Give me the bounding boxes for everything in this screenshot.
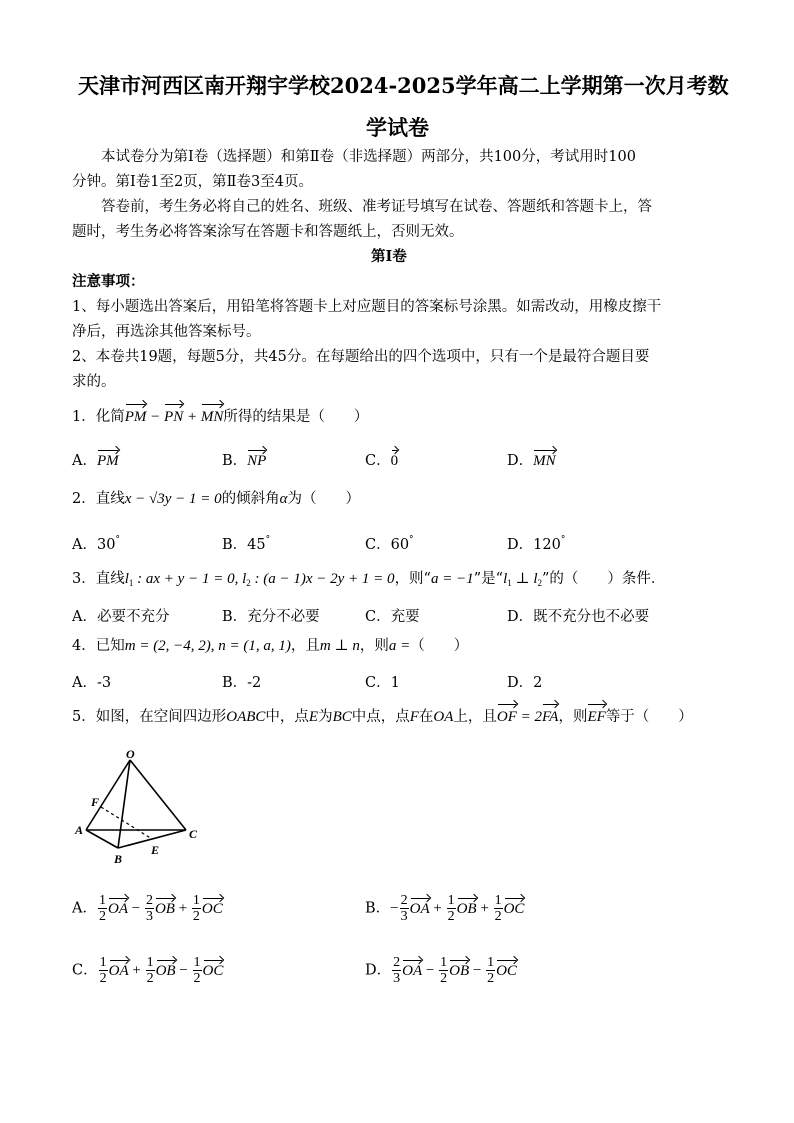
question-4-option-a: A．-3 (72, 675, 112, 691)
label-e: E (151, 843, 160, 857)
question-3-option-d: D．既不充分也不必要 (507, 609, 650, 625)
intro-paragraph-2-line-2: 题时，考生务必将答案涂写在答题卡和答题纸上，否则无效。 (72, 224, 464, 240)
question-5-option-d: D． $\frac{2}{3}$ OA − $\frac{1}{2}$ OB − $\frac{1}{2}$ OC (365, 955, 517, 986)
question-3-option-c: C．充要 (365, 609, 420, 625)
notes-heading: 注意事项： (72, 273, 145, 290)
question-3: 3．直线$l_1$ : ax + y − 1 = 0, $l_2$ : (a − 1)x − 2y + 1 = 0，则“a = −1”是“$l_1$ ⊥ $l_2$”的（ ）条件． (72, 571, 666, 588)
question-2-option-b: B．45° (222, 535, 271, 553)
question-5-option-c: C． $\frac{1}{2}$ OA + $\frac{1}{2}$ OB − $\frac{1}{2}$ OC (72, 955, 224, 986)
question-2: 2．直线x − √3y − 1 = 0的倾斜角α为（ ） (72, 491, 361, 507)
label-b: B (114, 852, 123, 866)
question-2-option-d: D．120° (507, 535, 566, 553)
intro-paragraph-2-line-1: 答卷前，考生务必将自己的姓名、班级、准考证号填写在试卷、答题纸和答题卡上，答 (101, 199, 652, 215)
label-f: F (91, 795, 100, 809)
question-2-option-a: A．30° (72, 535, 120, 553)
question-5-option-b: B．− $\frac{2}{3}$ OA + $\frac{1}{2}$ OB + $\frac{1}{2}$ OC (365, 893, 525, 924)
section-title: 第Ⅰ卷 (371, 248, 407, 265)
label-o: O (126, 748, 135, 761)
tetrahedron-figure (72, 748, 212, 868)
note-2-line-2: 求的。 (72, 374, 116, 390)
note-1-line-2: 净后，再选涂其他答案标号。 (72, 324, 261, 340)
segment-fe (101, 807, 152, 839)
exam-title-line1: 天津市河西区南开翔宇学校2024-2025学年高二上学期第一次月考数 (78, 73, 729, 98)
edge-oc (130, 760, 186, 830)
edge-ob (118, 760, 130, 848)
question-1-expression: PM − PN + MN (124, 409, 224, 425)
question-3-option-b: B．充分不必要 (222, 609, 320, 625)
question-2-equation: x − √3y − 1 = 0 (124, 491, 222, 507)
intro-paragraph-1-line-2: 分钟。第Ⅰ卷1至2页，第Ⅱ卷3至4页。 (72, 174, 313, 190)
question-4: 4．已知m = (2, −4, 2), n = (1, a, 1)，且m ⊥ n，则a =（ ） (72, 638, 469, 654)
question-5: 5．如图，在空间四边形OABC中，点E为BC中点，点F在OA上，且OF = 2FA，则EF等于（ ） (72, 709, 693, 725)
question-3-option-a: A．必要不充分 (72, 609, 170, 625)
question-4-option-d: D．2 (507, 675, 543, 691)
edge-ab (86, 830, 118, 848)
question-1-option-d: D．MN (507, 453, 556, 469)
question-1 (72, 407, 368, 427)
question-4-option-c: C．1 (365, 675, 400, 691)
question-1-prefix: 1．化简 (72, 409, 125, 425)
exam-title-line2: 学试卷 (366, 115, 429, 140)
note-1-line-1: 1、每小题选出答案后，用铅笔将答题卡上对应题目的答案标号涂黑。如需改动，用橡皮擦干 (72, 299, 662, 315)
question-4-option-b: B．-2 (222, 675, 262, 691)
question-1-option-a: A．PM (72, 453, 119, 469)
intro-paragraph-1-line-1: 本试卷分为第Ⅰ卷（选择题）和第Ⅱ卷（非选择题）两部分，共100分，考试用时100 (101, 149, 636, 165)
question-1-suffix: 所得的结果是（ ） (223, 409, 369, 425)
label-a: A (75, 823, 84, 837)
question-1-option-c: C．0 (365, 453, 399, 469)
note-2-line-1: 2、本卷共19题，每题5分，共45分。在每题给出的四个选项中，只有一个是最符合题目要 (72, 349, 650, 365)
question-1-option-b: B．NP (222, 453, 267, 469)
question-2-option-c: C．60° (365, 535, 414, 553)
question-5-option-a: A． $\frac{1}{2}$ OA − $\frac{2}{3}$ OB + $\frac{1}{2}$ OC (72, 893, 223, 924)
label-c: C (189, 827, 198, 841)
